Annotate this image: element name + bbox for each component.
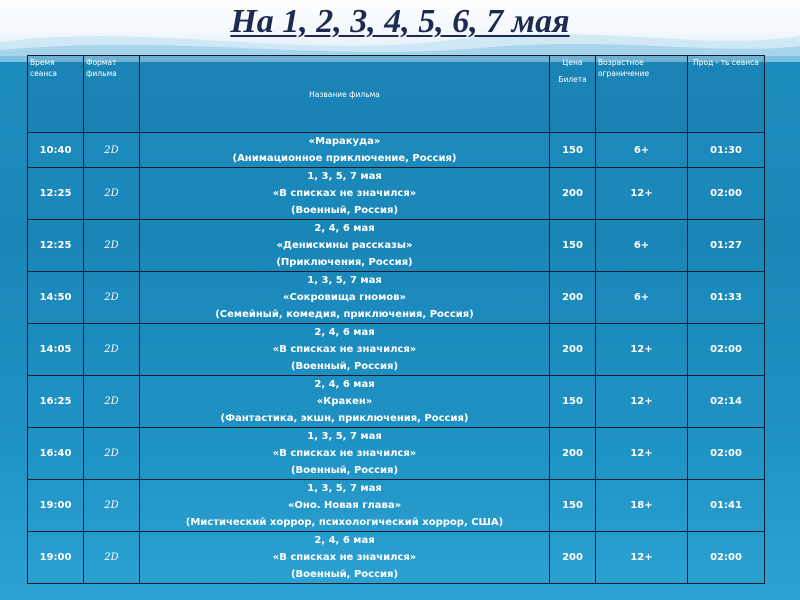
header-price — [550, 56, 596, 133]
format-label: 2D — [104, 552, 119, 563]
film-title-cell — [140, 428, 550, 480]
schedule-table — [27, 55, 765, 584]
session-duration: 02:00 — [688, 324, 765, 376]
format-label: 2D — [104, 240, 119, 251]
film-genre: (Мистический хоррор, психологический хоррор, США) — [185, 517, 504, 528]
film-genre: (Военный, Россия) — [290, 465, 399, 476]
ticket-price: 150 — [550, 133, 596, 168]
table-row — [28, 220, 765, 272]
header-time — [28, 56, 84, 133]
format-label: 2D — [104, 448, 119, 459]
film-genre: (Военный, Россия) — [290, 205, 399, 216]
session-duration: 02:00 — [688, 532, 765, 584]
format-label: 2D — [104, 344, 119, 355]
header-time-line-1: Время — [30, 58, 55, 67]
table-row — [28, 428, 765, 480]
film-name: «В списках не значился» — [272, 448, 417, 459]
film-title-cell — [140, 272, 550, 324]
session-time: 14:50 — [28, 272, 84, 324]
session-duration: 02:00 — [688, 428, 765, 480]
page-title: На 1, 2, 3, 4, 5, 6, 7 мая — [230, 3, 570, 40]
film-dates: 2, 4, 6 мая — [314, 223, 375, 234]
ticket-price: 150 — [550, 480, 596, 532]
header-price-line-2: Билета — [558, 75, 587, 84]
format-label: 2D — [104, 144, 119, 156]
session-time: 10:40 — [28, 133, 84, 168]
ticket-price: 200 — [550, 324, 596, 376]
ticket-price: 200 — [550, 272, 596, 324]
film-genre: (Анимационное приключение, Россия) — [232, 153, 457, 164]
film-title-cell — [140, 220, 550, 272]
film-name: «В списках не значился» — [272, 552, 417, 563]
film-name: «В списках не значился» — [272, 344, 417, 355]
film-genre: (Семейный, комедия, приключения, Россия) — [215, 309, 474, 320]
film-dates: 1, 3, 5, 7 мая — [307, 275, 382, 286]
film-dates: 2, 4, 6 мая — [314, 379, 375, 390]
age-rating: 6+ — [596, 133, 688, 168]
header-duration-label: Прод - ть сеанса — [693, 58, 759, 67]
session-duration: 01:27 — [688, 220, 765, 272]
film-title-cell — [140, 168, 550, 220]
header-format — [84, 56, 140, 133]
header-title-label: Название фильма — [309, 89, 380, 99]
film-format — [84, 428, 140, 480]
film-name: «Денискины рассказы» — [276, 240, 413, 251]
session-duration: 02:00 — [688, 168, 765, 220]
session-time: 19:00 — [28, 480, 84, 532]
film-format — [84, 272, 140, 324]
film-name: «Маракуда» — [308, 136, 381, 147]
film-dates: 1, 3, 5, 7 мая — [307, 431, 382, 442]
age-rating: 12+ — [596, 376, 688, 428]
age-rating: 6+ — [596, 220, 688, 272]
film-format — [84, 168, 140, 220]
film-format — [84, 220, 140, 272]
film-dates: 1, 3, 5, 7 мая — [307, 483, 382, 494]
film-genre: (Приключения, Россия) — [276, 257, 413, 268]
table-row — [28, 168, 765, 220]
header-price-line-1: Цена — [562, 58, 583, 67]
session-duration: 01:41 — [688, 480, 765, 532]
film-name: «Кракен» — [316, 396, 373, 407]
film-genre: (Военный, Россия) — [290, 569, 399, 580]
header-duration — [688, 56, 765, 133]
age-rating: 6+ — [596, 272, 688, 324]
header-age — [596, 56, 688, 133]
film-format — [84, 324, 140, 376]
film-name: «Оно. Новая глава» — [287, 500, 402, 511]
film-title-cell — [140, 376, 550, 428]
header-title — [140, 56, 550, 133]
session-time: 19:00 — [28, 532, 84, 584]
session-time: 12:25 — [28, 168, 84, 220]
ticket-price: 150 — [550, 220, 596, 272]
film-format — [84, 480, 140, 532]
header-time-line-2: сеанса — [30, 69, 57, 78]
ticket-price: 200 — [550, 532, 596, 584]
format-label: 2D — [104, 188, 119, 199]
table-row — [28, 480, 765, 532]
film-dates: 1, 3, 5, 7 мая — [307, 171, 382, 182]
film-genre: (Военный, Россия) — [290, 361, 399, 372]
session-time: 12:25 — [28, 220, 84, 272]
age-rating: 12+ — [596, 324, 688, 376]
header-row — [28, 56, 765, 133]
session-time: 16:40 — [28, 428, 84, 480]
header-age-label: Возрастное ограничение — [598, 58, 650, 78]
age-rating: 12+ — [596, 168, 688, 220]
table-row — [28, 376, 765, 428]
format-label: 2D — [104, 292, 119, 303]
film-format — [84, 133, 140, 168]
film-name: «Сокровища гномов» — [283, 292, 406, 303]
film-genre: (Фантастика, экшн, приключения, Россия) — [220, 413, 469, 424]
table-row — [28, 272, 765, 324]
film-title-cell — [140, 480, 550, 532]
ticket-price: 200 — [550, 168, 596, 220]
session-duration: 01:33 — [688, 272, 765, 324]
session-time: 16:25 — [28, 376, 84, 428]
film-title-cell — [140, 532, 550, 584]
table-row — [28, 324, 765, 376]
film-title-cell — [140, 133, 550, 168]
table-row — [28, 133, 765, 168]
table-row — [28, 532, 765, 584]
age-rating: 12+ — [596, 428, 688, 480]
format-label: 2D — [104, 396, 119, 407]
age-rating: 12+ — [596, 532, 688, 584]
ticket-price: 200 — [550, 428, 596, 480]
ticket-price: 150 — [550, 376, 596, 428]
age-rating: 18+ — [596, 480, 688, 532]
film-format — [84, 376, 140, 428]
film-dates: 2, 4, 6 мая — [314, 535, 375, 546]
header-format-line-2: фильма — [86, 69, 117, 78]
session-duration: 02:14 — [688, 376, 765, 428]
session-time: 14:05 — [28, 324, 84, 376]
format-label: 2D — [104, 500, 119, 511]
film-dates: 2, 4, 6 мая — [314, 327, 375, 338]
film-format — [84, 532, 140, 584]
film-title-cell — [140, 324, 550, 376]
header-format-line-1: Формат — [86, 58, 117, 67]
session-duration: 01:30 — [688, 133, 765, 168]
film-name: «В списках не значился» — [272, 188, 417, 199]
